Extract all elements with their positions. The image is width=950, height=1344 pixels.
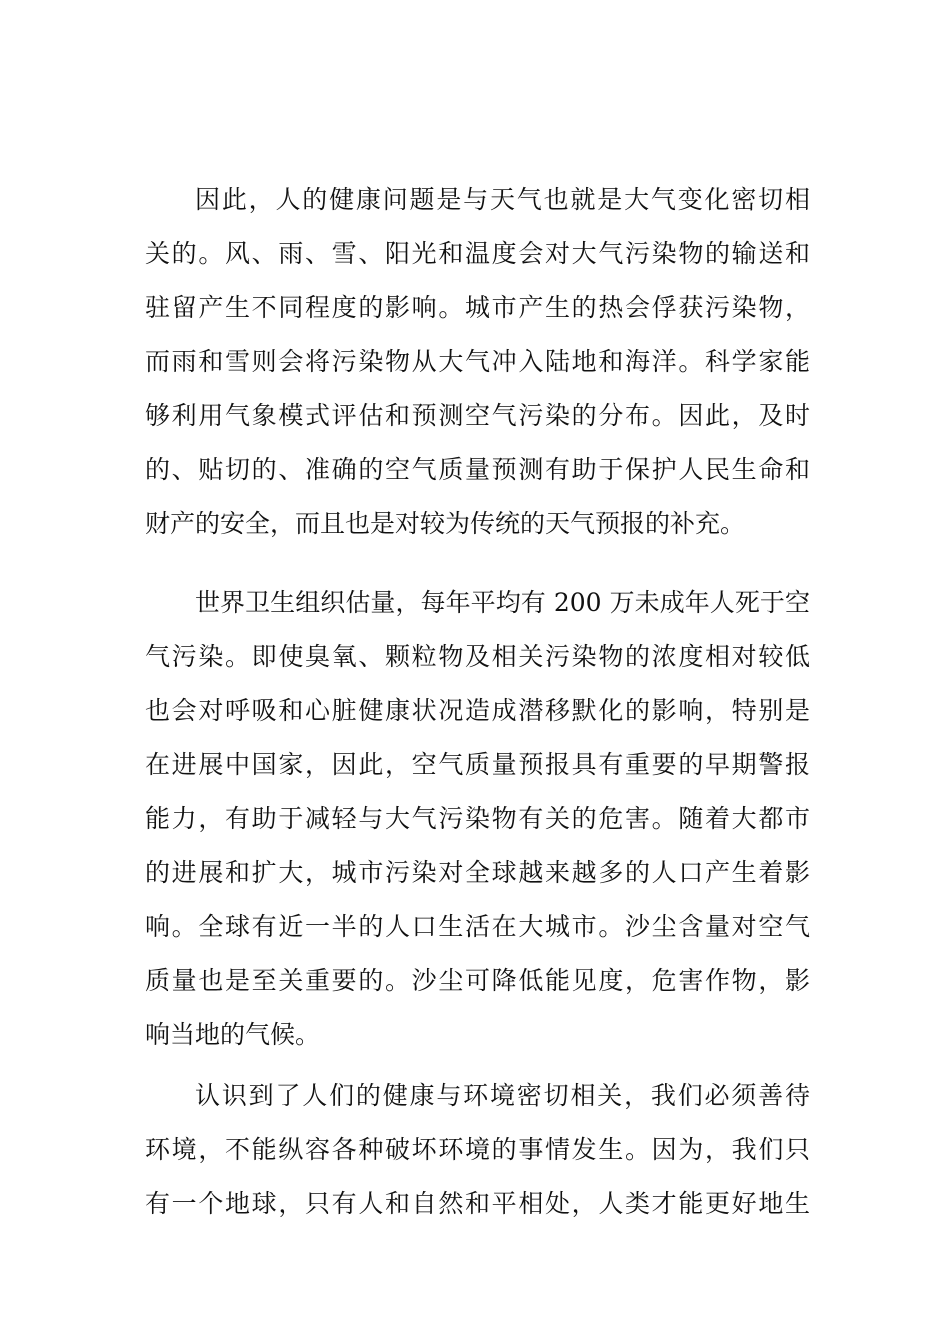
- text-line: 在进展中国家，因此，空气质量预报具有重要的早期警报: [145, 750, 810, 779]
- text-line: 有一个地球，只有人和自然和平相处，人类才能更好地生: [145, 1189, 810, 1218]
- text-line: 够利用气象模式评估和预测空气污染的分布。因此，及时: [145, 401, 810, 430]
- paragraph-who-estimate: [145, 576, 810, 1062]
- text-line: 也会对呼吸和心脏健康状况造成潜移默化的影响，特别是: [145, 696, 810, 725]
- text-line: 的进展和扩大，城市污染对全球越来越多的人口产生着影: [145, 858, 810, 887]
- text-line: 而雨和雪则会将污染物从大气冲入陆地和海洋。科学家能: [145, 347, 810, 376]
- text-line: 驻留产生不同程度的影响。城市产生的热会俘获污染物，: [145, 293, 810, 322]
- text-line: 质量也是至关重要的。沙尘可降低能见度，危害作物，影: [145, 966, 810, 995]
- text-line: 环境，不能纵容各种破坏环境的事情发生。因为，我们只: [145, 1135, 810, 1164]
- paragraph-environment: [145, 1069, 810, 1231]
- text-line: 响。全球有近一半的人口生活在大城市。沙尘含量对空气: [145, 912, 810, 941]
- paragraph-weather-health: [145, 173, 810, 551]
- text-line: 认识到了人们的健康与环境密切相关，我们必须善待: [195, 1081, 810, 1110]
- text-line: 关的。风、雨、雪、阳光和温度会对大气污染物的输送和: [145, 239, 810, 268]
- text-line: 气污染。即使臭氧、颗粒物及相关污染物的浓度相对较低: [145, 642, 810, 671]
- text-line: 世界卫生组织估量，每年平均有 200 万未成年人死于空: [195, 588, 810, 617]
- text-line: 能力，有助于减轻与大气污染物有关的危害。随着大都市: [145, 804, 810, 833]
- text-line: 因此，人的健康问题是与天气也就是大气变化密切相: [195, 185, 810, 214]
- text-line: 财产的安全，而且也是对较为传统的天气预报的补充。: [145, 509, 746, 538]
- text-line: 的、贴切的、准确的空气质量预测有助于保护人民生命和: [145, 455, 810, 484]
- text-line: 响当地的气候。: [145, 1020, 321, 1049]
